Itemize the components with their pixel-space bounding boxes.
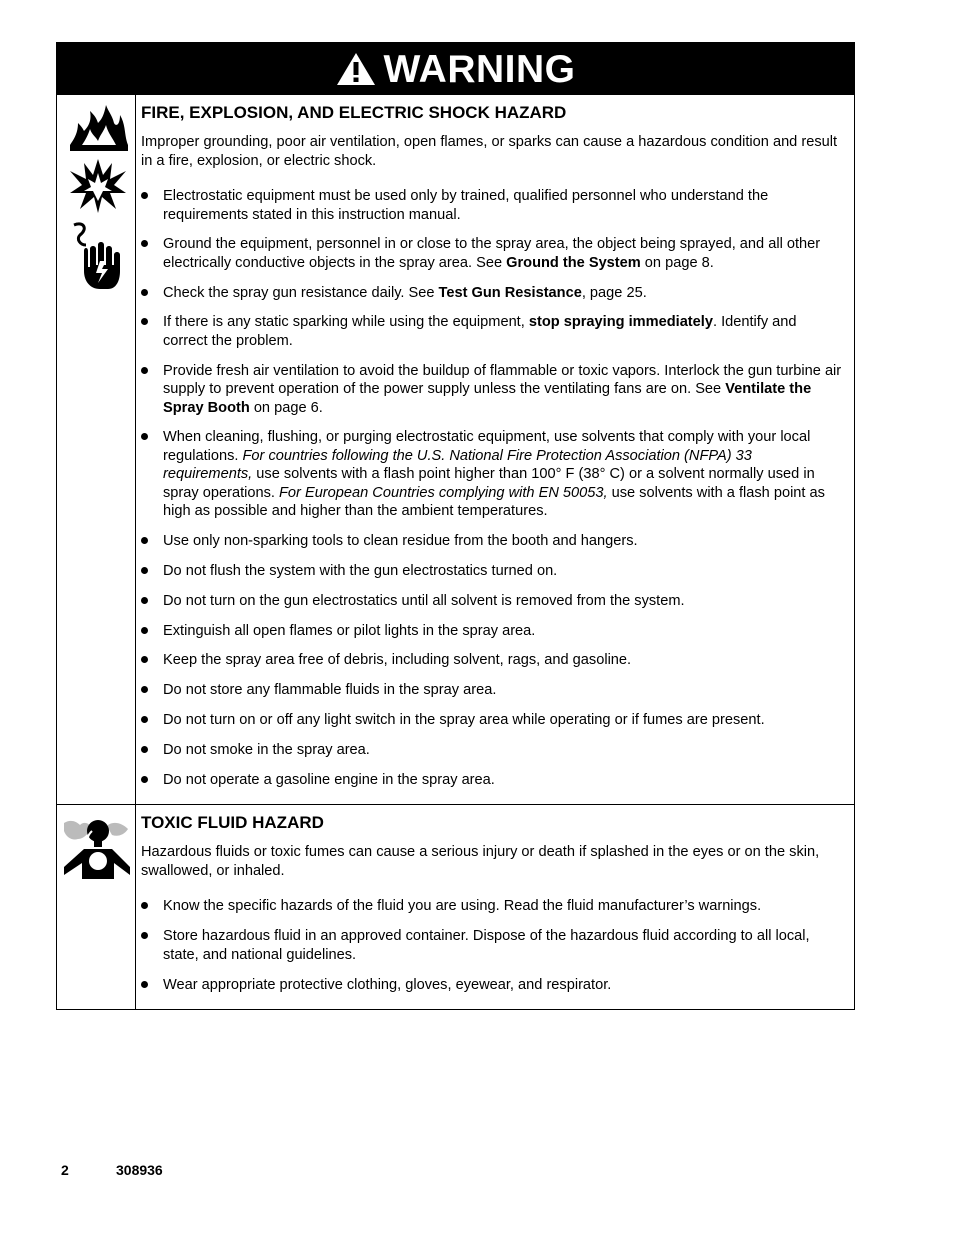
list-item-text: Ground the equipment, personnel in or close to the spray area, the object being sprayed, and all other electrically conductive objects in the spray area. See [163,236,821,271]
list-item: Electrostatic equipment must be used only by trained, qualified personnel who understand the requirements stated in this instruction manual. [141,187,844,224]
list-item: Wear appropriate protective clothing, gloves, eyewear, and respirator. [141,976,844,995]
explosion-icon [68,157,128,213]
list-item-text: Provide fresh air ventilation to avoid the buildup of flammable or toxic vapors. Interlock the gun turbine air supply to prevent operation of the power supply unless the ventilating fans are on. See [163,362,842,398]
list-item [141,284,844,303]
list-item-text: on page 6. [249,399,323,416]
warning-title: WARNING [383,47,576,91]
list-item [141,313,844,350]
fire-explosion-content [136,95,854,804]
list-item: Keep the spray area free of debris, including solvent, rags, and gasoline. [141,651,844,670]
list-item [141,362,844,418]
list-item-text: When cleaning, flushing, or purging electrostatic equipment, use solvents that comply with your local regulations. [163,429,811,464]
fire-icon [68,105,130,153]
list-item-text: Check the spray gun resistance daily. See [163,284,439,301]
italic-text: For countries following the U.S. National Fire Protection Association (NFPA) 33 requirements, [163,447,752,483]
list-item: Extinguish all open flames or pilot lights in the spray area. [141,622,844,641]
list-item-text: on page 8. [640,254,714,271]
toxic-fumes-icon [62,817,132,881]
section-title: TOXIC FLUID HAZARD [141,813,324,833]
toxic-fluid-content [136,805,854,1009]
list-item: Do not flush the system with the gun electrostatics turned on. [141,562,844,581]
list-item: Do not operate a gasoline engine in the spray area. [141,771,844,790]
list-item-text: If there is any static sparking while using the equipment, [163,314,529,331]
list-item-text: , page 25. [581,284,647,301]
list-item-text: . Identify and correct the problem. [163,314,797,349]
hazard-list [141,897,844,994]
warning-banner [57,43,854,95]
list-item [141,235,844,272]
page-footer [61,1162,163,1178]
hazard-icons-column [57,95,136,804]
cross-reference: Test Gun Resistance [438,284,582,301]
warning-box [56,42,855,1010]
hazard-icons-column [57,805,136,1009]
list-item: Do not smoke in the spray area. [141,741,844,760]
section-intro: Improper grounding, poor air ventilation, open flames, or sparks can cause a hazardous condition and result in a fire, explosion, or electric shock. [141,134,838,169]
list-item: Do not turn on the gun electrostatics until all solvent is removed from the system. [141,592,844,611]
emphasis-text: stop spraying immediately [528,314,713,331]
document-number: 308936 [116,1162,163,1178]
section-title: FIRE, EXPLOSION, AND ELECTRIC SHOCK HAZARD [141,103,567,122]
list-item: Know the specific hazards of the fluid you are using. Read the fluid manufacturer’s warnings. [141,897,844,916]
cross-reference: Ventilate the Spray Booth [163,381,812,416]
cross-reference: Ground the System [506,254,641,271]
toxic-fluid-section [57,804,854,1009]
italic-text: For European Countries complying with EN 50053, [279,484,608,501]
warning-triangle-icon [336,52,376,86]
page-number: 2 [61,1162,69,1178]
section-intro: Hazardous fluids or toxic fumes can cause a serious injury or death if splashed in the eyes or on the skin, swallowed, or inhaled. [141,844,820,880]
list-item [141,428,844,521]
list-item: Do not store any flammable fluids in the spray area. [141,681,844,700]
fire-explosion-section [57,95,854,804]
list-item-text: use solvents with a flash point as high as possible and higher than the ambient temperatures. [163,484,825,520]
list-item: Use only non-sparking tools to clean residue from the booth and hangers. [141,532,844,551]
list-item: Do not turn on or off any light switch in the spray area while operating or if fumes are present. [141,711,844,730]
list-item: Store hazardous fluid in an approved container. Dispose of the hazardous fluid according to all local, state, and national guidelines. [141,927,844,964]
electric-shock-icon [70,221,126,291]
list-item-text: use solvents with a flash point higher than 100° F (38° C) or a solvent normally used in spray operations. [163,466,815,501]
hazard-list [141,187,844,789]
